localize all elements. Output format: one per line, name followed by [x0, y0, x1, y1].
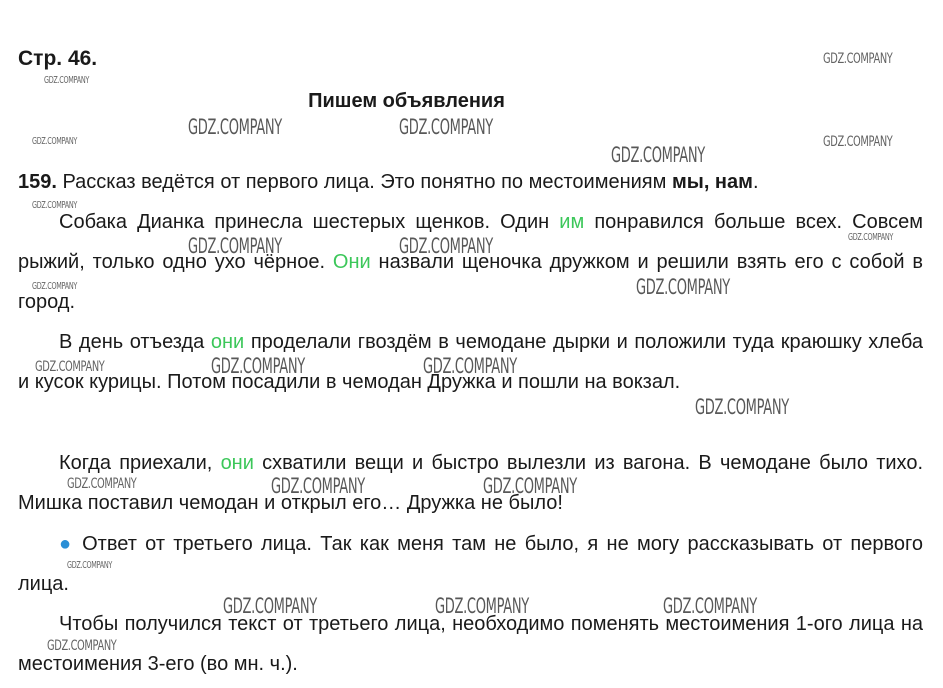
- p5-text: Чтобы получился текст от третьего лица, необходимо поменять местоимения 1-ого лица на местоимения 3-его (во мн. ч.).: [18, 613, 923, 675]
- watermark: GDZ.COMPANY: [188, 234, 282, 258]
- watermark: GDZ.COMPANY: [823, 134, 893, 150]
- p3-part-1: Когда приехали,: [59, 452, 213, 474]
- watermark: GDZ.COMPANY: [44, 75, 90, 86]
- p1-pronoun-1: им: [559, 211, 585, 233]
- intro-pronouns: мы, нам: [671, 171, 753, 193]
- watermark: GDZ.COMPANY: [435, 594, 529, 618]
- intro-text: Рассказ ведётся от первого лица. Это понятно по местоимениям: [62, 171, 667, 193]
- p2-part-1: В день отъезда: [59, 331, 205, 353]
- watermark: GDZ.COMPANY: [32, 281, 78, 292]
- watermark: GDZ.COMPANY: [67, 476, 137, 492]
- watermark: GDZ.COMPANY: [848, 232, 894, 243]
- watermark: GDZ.COMPANY: [399, 234, 493, 258]
- watermark: GDZ.COMPANY: [483, 474, 577, 498]
- watermark: GDZ.COMPANY: [823, 51, 893, 67]
- watermark: GDZ.COMPANY: [35, 359, 105, 375]
- p4-text: Ответ от третьего лица. Так как меня там не было, я не могу рассказывать от первого лица.: [18, 533, 923, 595]
- watermark: GDZ.COMPANY: [67, 560, 113, 571]
- p1-part-3: назвали щеночка дружком и решили взять его с собой в город.: [18, 251, 923, 313]
- p3-pronoun-1: они: [220, 452, 254, 474]
- watermark: GDZ.COMPANY: [423, 354, 517, 378]
- page-number: Стр. 46.: [18, 47, 98, 70]
- watermark: GDZ.COMPANY: [636, 275, 730, 299]
- p2-pronoun-1: они: [210, 331, 245, 353]
- intro-end: .: [752, 171, 759, 193]
- paragraph-4: [18, 524, 923, 604]
- p2-part-2: проделали гвоздём в чемодане дырки и положили туда краюшку хлеба и кусок курицы. Потом посадили в чемодан Дружка и пошли на вокзал.: [18, 331, 923, 393]
- exercise-intro: [18, 162, 923, 202]
- watermark: GDZ.COMPANY: [32, 200, 78, 211]
- watermark: GDZ.COMPANY: [271, 474, 365, 498]
- p1-part-1: Собака Дианка принесла шестерых щенков. Один: [59, 211, 550, 233]
- watermark: GDZ.COMPANY: [611, 143, 705, 167]
- watermark: GDZ.COMPANY: [32, 136, 78, 147]
- watermark: GDZ.COMPANY: [663, 594, 757, 618]
- section-title: Пишем объявления: [308, 90, 505, 112]
- watermark: GDZ.COMPANY: [695, 395, 789, 419]
- watermark: GDZ.COMPANY: [211, 354, 305, 378]
- watermark: GDZ.COMPANY: [188, 115, 282, 139]
- p3-part-2: схватили вещи и быстро вылезли из вагона. В чемодане было тихо. Мишка поставил чемодан и открыл его… Дружка не было!: [18, 452, 923, 514]
- paragraph-3: [18, 443, 923, 523]
- paragraph-1: [18, 202, 923, 322]
- bullet-icon: ●: [59, 533, 74, 555]
- p1-pronoun-2: Они: [332, 251, 371, 273]
- p1-part-2: понравился больше всех. Совсем рыжий, только одно ухо чёрное.: [18, 211, 924, 273]
- exercise-number: 159.: [18, 171, 57, 193]
- watermark: GDZ.COMPANY: [399, 115, 493, 139]
- watermark: GDZ.COMPANY: [223, 594, 317, 618]
- watermark: GDZ.COMPANY: [47, 638, 117, 654]
